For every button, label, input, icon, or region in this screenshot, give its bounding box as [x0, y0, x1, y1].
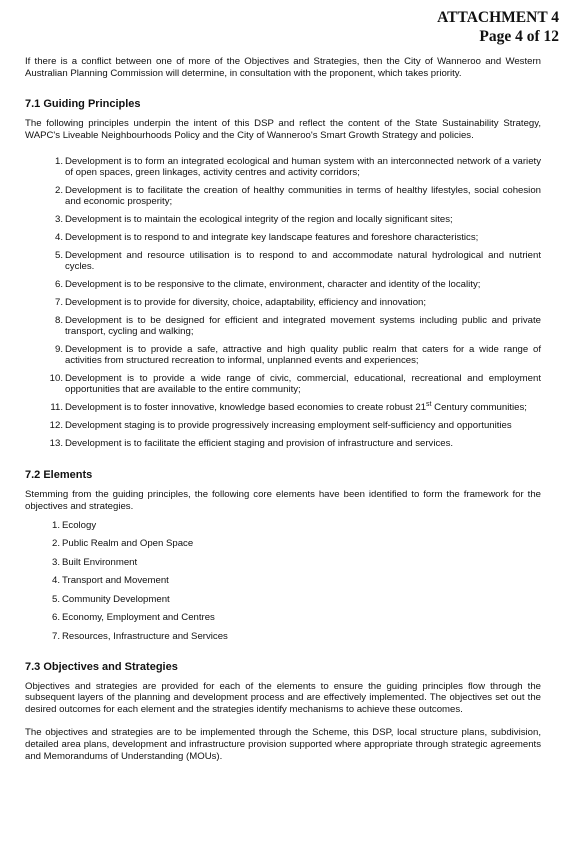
list-item: 7. Development is to provide for diversity, choice, adaptability, efficiency and innovation;	[54, 297, 427, 309]
list-item: 2. Public Realm and Open Space	[51, 538, 194, 550]
list-item: 7. Resources, Infrastructure and Services	[51, 630, 228, 642]
list-item: 3. Development is to maintain the ecological integrity of the region and locally significant sites;	[54, 214, 453, 226]
list-item: 5. Community Development	[51, 593, 170, 605]
list-item: 4. Development is to respond to and integrate key landscape features and foreshore characteristics;	[54, 232, 479, 244]
list-item: 6. Development is to be responsive to the climate, environment, character and identity of the locality;	[54, 279, 481, 291]
list-item: 9. Development is to provide a safe, attractive and high quality public realm that caters for a wide range of activities from structured recreation to informal, unplanned events and experiences;	[54, 344, 541, 367]
list-item: 13. Development is to facilitate the efficient staging and provision of infrastructure and services.	[49, 438, 454, 450]
heading-elements: 7.2 Elements	[25, 469, 93, 482]
page-number: Page 4 of 12	[479, 28, 559, 45]
objectives-paragraph-2: The objectives and strategies are to be implemented through the Scheme, this DSP, local structure plans, subdivision, detailed area plans, development and infrastructure provision supported where appropriate through strategic agreements and Memorandums of Understanding (MOUs).	[25, 727, 541, 762]
list-item: 12. Development staging is to provide progressively increasing employment self-sufficiency and opportunities	[49, 420, 512, 432]
elements-intro: Stemming from the guiding principles, the following core elements have been identified to form the framework for the objectives and strategies.	[25, 489, 541, 512]
guiding-principles-list	[25, 156, 541, 449]
elements-list	[25, 520, 541, 642]
document-body	[25, 56, 541, 762]
list-item: 8. Development is to be designed for efficient and integrated movement systems including public and private transport, cycling and walking;	[54, 315, 541, 338]
objectives-paragraph-1: Objectives and strategies are provided for each of the elements to ensure the guiding principles flow through the subsequent layers of the planning and development process and are effectively implemented. The objectives set out the desired outcomes for each element and the strategies identify mechanisms to achieve these outcomes.	[25, 680, 541, 715]
intro-paragraph: If there is a conflict between one of more of the Objectives and Strategies, then the City of Wanneroo and Western Australian Planning Commission will determine, in consultation with the proponent, which takes priority.	[25, 56, 541, 79]
list-item: 1. Development is to form an integrated ecological and human system with an interconnected network of a variety of open spaces, green linkages, activity centres and activity corridors;	[54, 156, 541, 179]
list-item: 1. Ecology	[51, 519, 97, 531]
attachment-header	[437, 8, 559, 46]
ordinal-superscript: st	[426, 401, 432, 409]
list-item: 4. Transport and Movement	[51, 575, 169, 587]
list-item: 3. Built Environment	[51, 556, 138, 568]
list-item: 5. Development and resource utilisation is to respond to and accommodate natural hydrological and nutrient cycles.	[54, 250, 541, 273]
list-item: 11. Development is to foster innovative, knowledge based economies to create robust 21st Century communities;	[50, 401, 527, 414]
list-item: 2. Development is to facilitate the creation of healthy communities in terms of healthy lifestyles, social cohesion and economic prosperity;	[54, 185, 541, 208]
list-item: 6. Economy, Employment and Centres	[51, 612, 215, 624]
heading-objectives-strategies: 7.3 Objectives and Strategies	[25, 660, 178, 673]
list-item: 10. Development is to provide a wide range of civic, commercial, educational, recreational and employment opportunities that are available to the entire community;	[49, 373, 541, 396]
guiding-principles-intro: The following principles underpin the intent of this DSP and reflect the content of the State Sustainability Strategy, WAPC's Liveable Neighbourhoods Policy and the City of Wanneroo's Smart Growth Strategy and policies.	[25, 118, 541, 141]
heading-guiding-principles: 7.1 Guiding Principles	[25, 98, 141, 111]
attachment-label: ATTACHMENT 4	[437, 9, 559, 26]
